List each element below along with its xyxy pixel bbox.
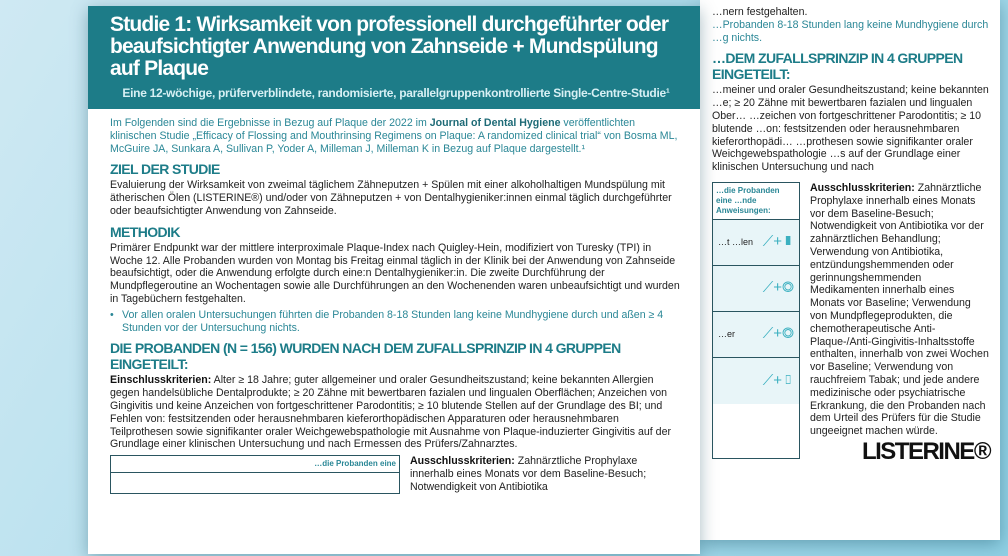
toothbrush-icon: ⟋ (762, 233, 774, 251)
exclusion-criteria: Ausschlusskriterien: Zahnärztliche Prophylaxe innerhalb eines Monats vor dem Baseline-Besuch; Notwendigkeit von Antibiotika (410, 455, 647, 493)
method-heading: METHODIK (110, 223, 180, 240)
method-bullet: • Vor allen oralen Untersuchungen führten die Probanden 8-18 Stunden lang keine Mundhygiene durch und aßen ≥ 4 Stunden vor der Untersuchung nichts. (110, 309, 682, 335)
subjects-heading: DIE PROBANDEN (N = 156) WURDEN NACH DEM ZUFALLSPRINZIP IN 4 GRUPPEN EINGETEILT: (110, 340, 621, 373)
back-exclusion-criteria: Ausschlusskriterien: Zahnärztliche Prophylaxe innerhalb eines Monats vor dem Baseline-Besuch; Notwendigkeit von Antibiotika vor der zahnärztlichen Behandlung; Verwendung von Antibiotika, entzündungshemmenden oder gerinnungshemmenden Medikamenten innerhalb eines Monats vor Baseline; Verwendung von Mundpflegeprodukten, die chemotherapeutische Anti-Plaque-/Anti-Gingivitis-Inhaltsstoffe enthalten, innerhalb von zwei Wochen vor Baseline; Verwendung von rauchfreiem Tabak; und jede andere medizinische oder psychiatrische Erkrankung, die den Probanden nach dem Urteil des Prüfers für die Studie ungeeignet machen würde. (810, 181, 989, 438)
intro-text: Im Folgenden sind die Ergebnisse in Bezug auf Plaque der 2022 im Journal of Dental Hygiene veröffentlichten klinischen Studie „Efficacy of Flossing and Mouthrinsing Regimens on Plaque: A randomized clinical trial“ von Bosma ML, McGuire JA, Sunkara A, Sullivan P, Yoder A, Milleman J, Milleman K in Bezug auf Plaque dargestellt.¹ (110, 117, 678, 155)
inclusion-criteria: Einschlusskriterien: Alter ≥ 18 Jahre; guter allgemeiner und oraler Gesundheitszustand; keine bekannten Allergien gegen handelsübliche Dentalprodukte; ≥ 20 Zähne mit bewertbaren fazialen und lingualen Oberflächen; Anzeichen von Gingivitis und keine Anzeichen von fortgeschrittener Parodontitis; ≥ 10 blutende Stellen auf der Grundlage des BI; und Fehlen von: festsitzenden oder herausnehmbaren kieferorthopädischen Apparaturen oder herausnehmbaren Teilprothesen sowie signifikanter oraler Weichgewebspathologie mit Ausnahme von Plaque-induzierter Gingivitis auf der Grundlage einer klinischen Untersuchung und nach Ermessen des Prüfers/Zahnarztes. (110, 374, 671, 451)
water-glass-icon: ▯ (781, 371, 794, 389)
back-line: …Probanden 8-18 Stunden lang keine Mundhygiene durch (712, 18, 989, 31)
method-text: Primärer Endpunkt war der mittlere interproximale Plaque-Index nach Quigley-Hein, modifiziert von Turesky (TPI) in Woche 12. Alle Probanden wurden von Montag bis Freitag einmal täglich in der Klinik bei der Anwendung von Zahnseide beaufsichtigt, oder die Anwendung erfolgte durch eine:n Dentalhygieniker:in. Die zweite Durchführung der Mundpflegeroutine an Wochentagen sowie alle Durchführungen an den Wochenenden waren unbeaufsichtigt und wurden in Tagebüchern festgehalten. (110, 241, 680, 305)
toothbrush-icon: ⟋ (762, 279, 774, 297)
title-banner (88, 6, 700, 109)
listerine-logo: LISTERINE® (861, 437, 990, 465)
row-label: …er (718, 329, 736, 340)
toothbrush-icon: ⟋ (762, 325, 774, 343)
table-row: ⟋+◎ (713, 266, 799, 312)
back-document-page (700, 0, 1000, 540)
front-document-page (88, 6, 700, 554)
aim-heading: ZIEL DER STUDIE (110, 161, 220, 178)
page-subtitle: Eine 12-wöchige, prüferverblindete, randomisierte, parallelgruppenkontrollierte Single-Centre-Studie¹ (122, 86, 670, 100)
table-row: …t …len ⟋+▮ (713, 220, 799, 266)
floss-icon: ◎ (781, 325, 794, 343)
table-row: ⟋+▯ (713, 358, 799, 404)
back-heading: …DEM ZUFALLSPRINZIP IN 4 GRUPPEN EINGETEILT: (712, 50, 963, 83)
aim-text: Evaluierung der Wirksamkeit von zweimal täglichem Zähneputzen + Spülen mit einer alkoholhaltigen Mundspülung mit ätherischen Ölen (LISTERINE®) und/oder von Zähneputzen + von Dentalhygieniker:innen einmal täglich durchgeführter oder beaufsichtigter Anwendung von Zahnseide. (110, 179, 672, 217)
back-line: …g nichts. (712, 31, 763, 44)
toothbrush-icon: ⟋ (762, 371, 774, 389)
table-header: …die Probanden eine …nde Anweisungen: (713, 183, 799, 220)
floss-icon: ◎ (781, 279, 794, 297)
back-group-table (712, 182, 800, 459)
group-table: …die Probanden eine (110, 455, 400, 493)
table-row: …er ⟋+◎ (713, 312, 799, 358)
back-line: …nern festgehalten. (712, 6, 808, 18)
back-inclusion-fragment: …meiner und oraler Gesundheitszustand; keine bekannten …e; ≥ 20 Zähne mit bewertbaren fazialen und lingualen Ober… …zeichen von fortgeschrittener Parodontitis; ≥ 10 blutende …on: festsitzenden oder herausnehmbaren kieferorthopädi… …prothesen sowie signifikanter oraler Weichgewebspathologie …s auf der Grundlage einer klinischen Untersuchung und nach (712, 84, 989, 174)
page-title: Studie 1: Wirksamkeit von professionell durchgeführter oder beaufsichtigter Anwendung von Zahnseide + Mundspülung auf Plaque (110, 13, 669, 80)
row-label: …t …len (718, 237, 754, 248)
mouthwash-bottle-icon: ▮ (781, 233, 794, 251)
